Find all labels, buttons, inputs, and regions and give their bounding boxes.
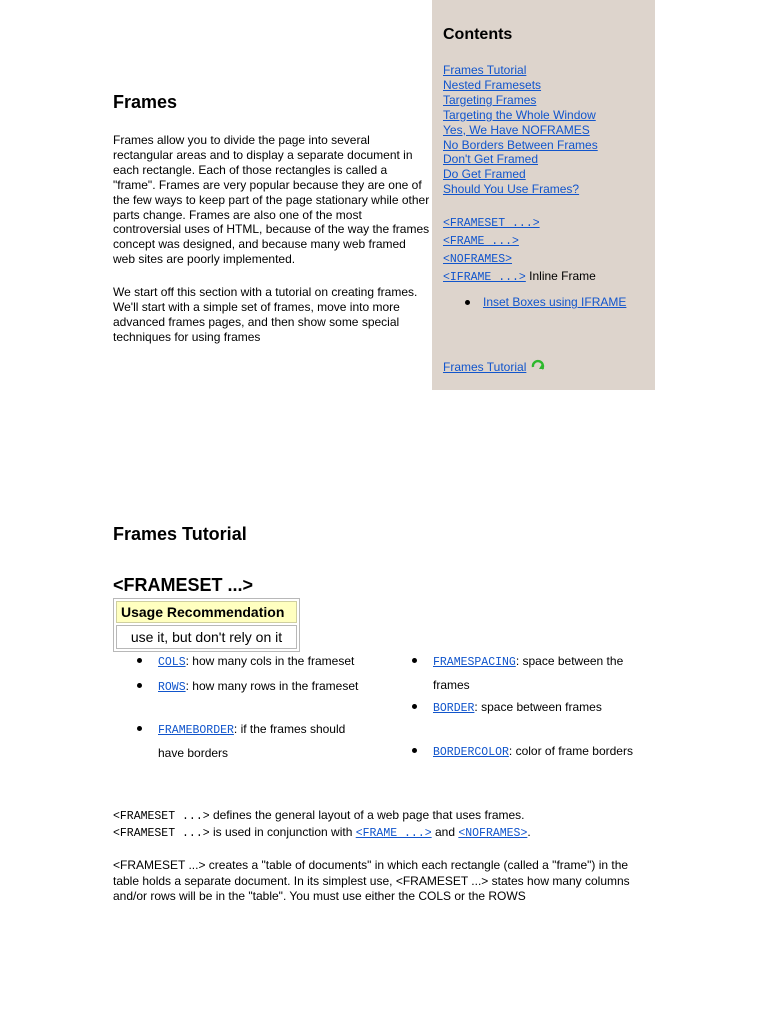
- sub-topic-list: [469, 295, 626, 309]
- usage-value: use it, but don't rely on it: [116, 625, 297, 649]
- attr-link-border[interactable]: BORDER: [433, 702, 475, 715]
- attribute-item-rows: [158, 675, 388, 699]
- attr-desc-frameborder: : if the frames should have borders: [158, 722, 346, 760]
- toc-link-frames-tutorial[interactable]: Frames Tutorial: [443, 63, 527, 77]
- toc-link-do-get-framed[interactable]: Do Get Framed: [443, 167, 526, 182]
- attr-link-rows[interactable]: ROWS: [158, 681, 186, 694]
- attribute-item-bordercolor: [433, 740, 633, 764]
- tag-link-frame[interactable]: <FRAME ...>: [443, 235, 519, 248]
- toc-link-targeting-frames[interactable]: Targeting Frames: [443, 92, 537, 107]
- attr-desc-cols: : how many cols in the frameset: [185, 654, 355, 668]
- toc-link-noframes[interactable]: Yes, We Have NOFRAMES: [443, 122, 590, 137]
- toc-link-targeting-whole-window[interactable]: Targeting the Whole Window: [443, 107, 596, 122]
- def-link-noframes[interactable]: <NOFRAMES>: [458, 826, 528, 840]
- contents-title: Contents: [443, 26, 513, 43]
- def-code-1: <FRAMESET ...>: [113, 810, 210, 823]
- frameset-tag-heading: <FRAMESET ...>: [113, 575, 254, 595]
- attr-desc-bordercolor: : color of frame borders: [508, 744, 633, 758]
- def-end: .: [527, 824, 531, 839]
- def-text-1: defines the general layout of a web page that uses frames.: [209, 808, 525, 822]
- definition-paragraph: [113, 808, 643, 841]
- tutorial-heading: Frames Tutorial: [113, 524, 247, 544]
- intro-paragraph-1: Frames allow you to divide the page into several rectangular areas and to display a separate document in each rectangle. Each of those rectangles is called a "frame". Frames are very popular because they are one of the few ways to keep part of the page stationary while other parts change. Frames are also one of the most controversial uses of HTML, because of the way the frames concept was designed, and because many web framed web sites are poorly implemented.: [113, 133, 430, 267]
- sub-link-inset-boxes[interactable]: Inset Boxes using IFRAME: [483, 295, 627, 309]
- toc-link-nested-framesets[interactable]: Nested Framesets: [443, 77, 542, 92]
- def-and: and: [431, 824, 459, 839]
- contents-sidebar: [432, 0, 655, 390]
- usage-recommendation-box: [113, 598, 300, 652]
- attr-link-bordercolor[interactable]: BORDERCOLOR: [433, 746, 509, 759]
- tag-link-frameset[interactable]: <FRAMESET ...>: [443, 217, 540, 230]
- attr-desc-rows: : how many rows in the frameset: [185, 679, 359, 693]
- attribute-item-frameborder: [158, 718, 373, 764]
- next-page-nav: [443, 358, 546, 374]
- usage-title: Usage Recommendation: [116, 601, 297, 623]
- attr-desc-framespacing: : space between the frames: [433, 654, 624, 692]
- attribute-item-framespacing: [433, 650, 648, 696]
- tag-link-noframes[interactable]: <NOFRAMES>: [443, 253, 513, 266]
- tag-iframe-desc: Inline Frame: [525, 269, 596, 283]
- attr-link-frameborder[interactable]: FRAMEBORDER: [158, 724, 234, 737]
- attr-link-framespacing[interactable]: FRAMESPACING: [433, 656, 516, 669]
- def-text-2: is used in conjunction with: [209, 824, 356, 839]
- green-next-arrow-icon[interactable]: [530, 358, 546, 374]
- attr-desc-border: : space between frames: [474, 700, 602, 714]
- def-link-frame[interactable]: <FRAME ...>: [355, 826, 432, 840]
- toc-list: [443, 63, 598, 197]
- toc-link-should-you-use-frames[interactable]: Should You Use Frames?: [443, 182, 580, 197]
- attr-link-cols[interactable]: COLS: [158, 656, 186, 669]
- def-code-2: <FRAMESET ...>: [113, 826, 210, 840]
- tag-link-iframe[interactable]: <IFRAME ...>: [443, 271, 526, 284]
- attribute-item-border: [433, 696, 648, 720]
- toc-link-no-borders[interactable]: No Borders Between Frames: [443, 137, 598, 152]
- attribute-item-cols: [158, 650, 388, 674]
- page-title: Frames: [113, 92, 178, 112]
- next-page-link[interactable]: Frames Tutorial: [443, 360, 527, 374]
- table-of-documents-paragraph: <FRAMESET ...> creates a "table of documents" in which each rectangle (called a "frame") in the table holds a separate document. In its simplest use, <FRAMESET ...> states how many columns and/or rows will be in the "table". You must use either the COLS or the ROWS: [113, 858, 630, 903]
- toc-link-dont-get-framed[interactable]: Don't Get Framed: [443, 152, 538, 167]
- intro-paragraph-2: We start off this section with a tutorial on creating frames. We'll start with a simple set of frames, move into more advanced frames pages, and then show some special techniques for using frames: [113, 285, 418, 344]
- tag-reference-list: [443, 214, 596, 286]
